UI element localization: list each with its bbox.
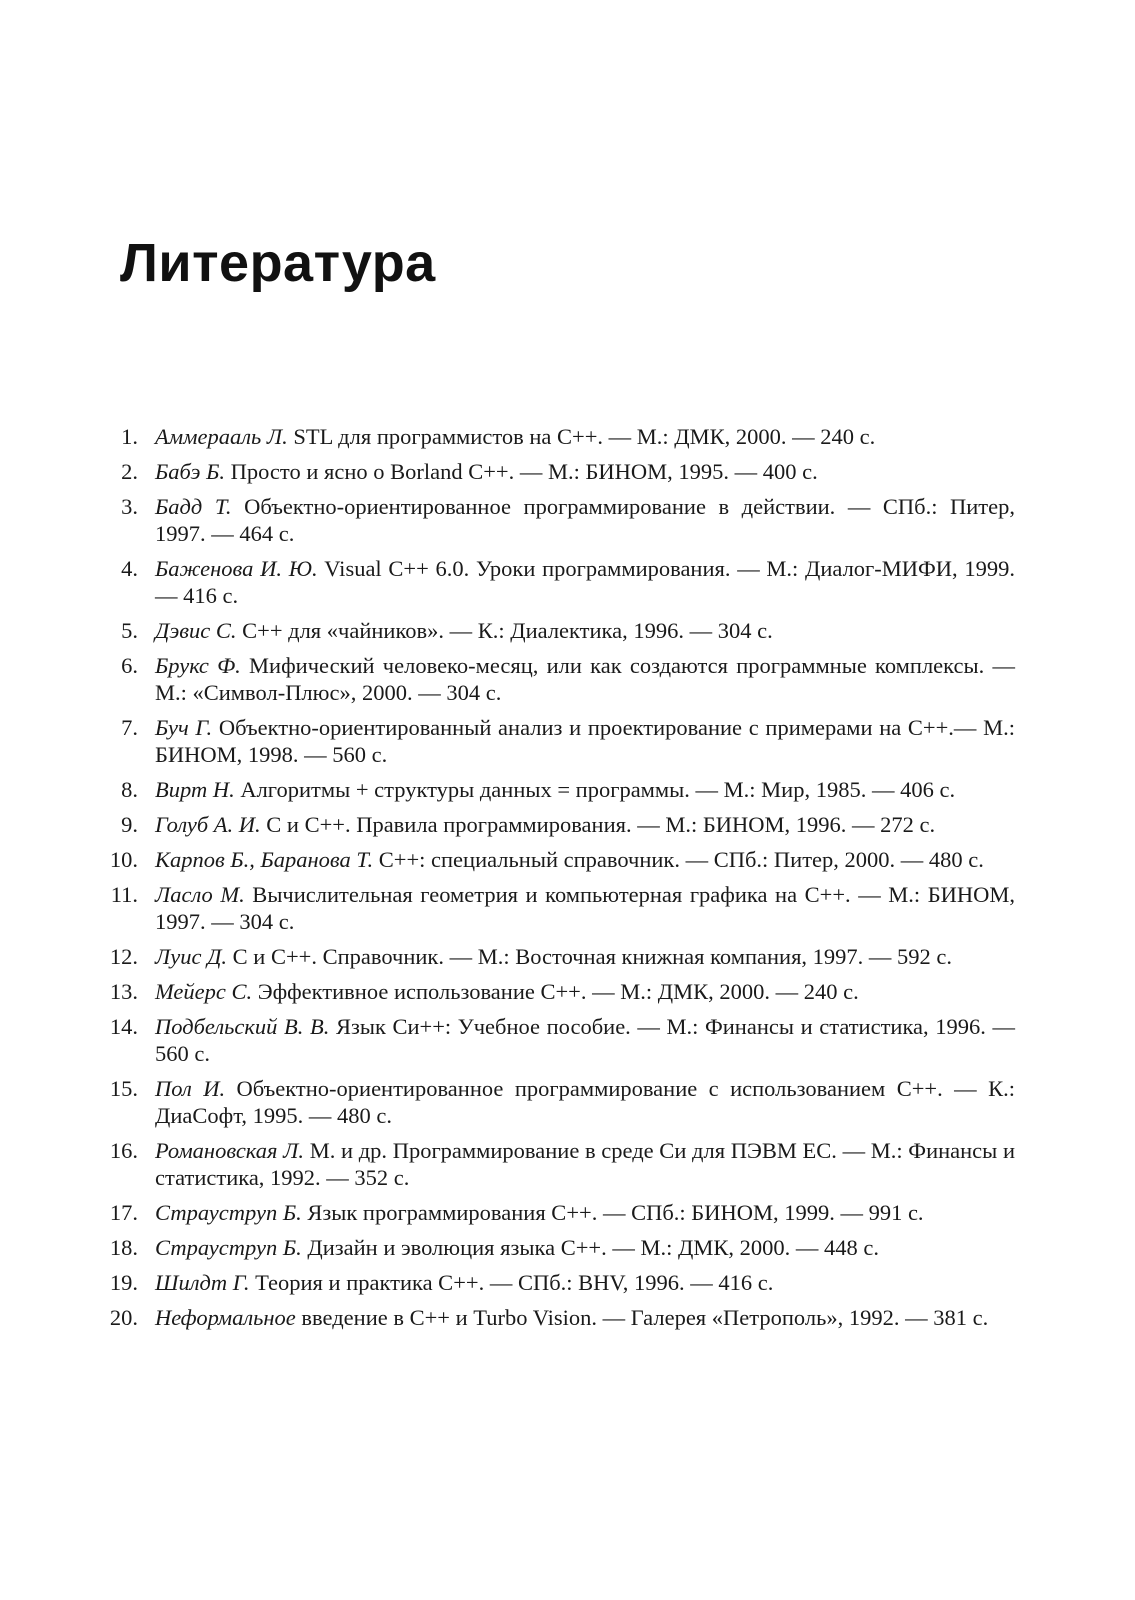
reference-text: С и C++. Правила программирования. — М.: БИНОМ, 1996. — 272 с. (260, 812, 936, 837)
reference-text: Мифический человеко-месяц, или как создаются программные комплексы. — М.: «Символ-Плюс», 2000. — 304 с. (155, 653, 1015, 705)
reference-item (100, 493, 1015, 547)
reference-text: Объектно-ориентированное программирование в действии. — СПб.: Питер, 1997. — 464 с. (155, 494, 1015, 546)
reference-item (100, 776, 1015, 803)
reference-author: Аммерааль Л. (155, 424, 288, 449)
reference-text: Язык программирования C++. — СПб.: БИНОМ, 1999. — 991 с. (301, 1200, 924, 1225)
reference-author: Шилдт Г. (155, 1270, 250, 1295)
reference-number: 6. (121, 653, 138, 678)
reference-item (100, 1269, 1015, 1296)
reference-list (100, 423, 1015, 1339)
reference-author: Бадд Т. (155, 494, 232, 519)
reference-number: 18. (109, 1235, 138, 1260)
reference-author: Ласло М. (155, 882, 245, 907)
reference-author: Голуб А. И. (155, 812, 261, 837)
reference-text: C++: специальный справочник. — СПб.: Питер, 2000. — 480 с. (373, 847, 984, 872)
reference-text: Теория и практика C++. — СПб.: BHV, 1996. — 416 с. (249, 1270, 774, 1295)
reference-author: Бабэ Б. (155, 459, 225, 484)
reference-item (100, 881, 1015, 935)
reference-author: Неформальное (155, 1305, 296, 1330)
reference-number: 17. (109, 1200, 138, 1225)
reference-text: Язык Си++: Учебное пособие. — М.: Финансы и статистика, 1996. — 560 с. (155, 1014, 1015, 1066)
reference-item (100, 458, 1015, 485)
reference-number: 11. (110, 882, 138, 907)
reference-item (100, 1234, 1015, 1261)
reference-text: C++ для «чайников». — К.: Диалектика, 1996. — 304 с. (236, 618, 773, 643)
reference-number: 20. (109, 1305, 138, 1330)
reference-number: 8. (121, 777, 138, 802)
reference-text: С и C++. Справочник. — М.: Восточная книжная компания, 1997. — 592 с. (227, 944, 953, 969)
reference-item (100, 1304, 1015, 1331)
reference-author: Вирт Н. (155, 777, 235, 802)
reference-number: 14. (109, 1014, 138, 1039)
reference-text: Объектно-ориентированный анализ и проектирование с примерами на C++.— М.: БИНОМ, 1998. — 560 с. (155, 715, 1016, 767)
reference-text: Объектно-ориентированное программирование с использованием C++. — К.: ДиаСофт, 1995. — 480 с. (155, 1076, 1015, 1128)
reference-number: 7. (121, 715, 138, 740)
reference-item (100, 652, 1015, 706)
reference-number: 10. (109, 847, 138, 872)
reference-text: Visual C++ 6.0. Уроки программирования. — М.: Диалог-МИФИ, 1999. — 416 с. (155, 556, 1016, 608)
reference-author: Карпов Б., Баранова Т. (155, 847, 374, 872)
reference-text: Дизайн и эволюция языка C++. — М.: ДМК, 2000. — 448 с. (301, 1235, 879, 1260)
reference-number: 13. (109, 979, 138, 1004)
reference-number: 1. (121, 424, 138, 449)
reference-item (100, 1199, 1015, 1226)
reference-number: 3. (121, 494, 138, 519)
reference-text: Алгоритмы + структуры данных = программы. — М.: Мир, 1985. — 406 с. (234, 777, 956, 802)
reference-item (100, 846, 1015, 873)
reference-author: Страуструп Б. (155, 1200, 302, 1225)
page-title: Литература (120, 233, 436, 293)
reference-number: 5. (121, 618, 138, 643)
reference-number: 2. (121, 459, 138, 484)
reference-author: Дэвис С. (155, 618, 237, 643)
reference-text: Просто и ясно о Borland C++. — М.: БИНОМ, 1995. — 400 с. (224, 459, 818, 484)
reference-author: Буч Г. (155, 715, 213, 740)
reference-text: Вычислительная геометрия и компьютерная графика на C++. — М.: БИНОМ, 1997. — 304 с. (155, 882, 1015, 934)
reference-number: 9. (121, 812, 138, 837)
reference-item (100, 1013, 1015, 1067)
reference-number: 19. (109, 1270, 138, 1295)
reference-item (100, 1137, 1015, 1191)
reference-item (100, 714, 1015, 768)
reference-text: STL для программистов на C++. — М.: ДМК, 2000. — 240 с. (287, 424, 876, 449)
reference-item (100, 943, 1015, 970)
reference-author: Страуструп Б. (155, 1235, 302, 1260)
reference-item (100, 811, 1015, 838)
reference-number: 15. (109, 1076, 138, 1101)
reference-author: Брукс Ф. (155, 653, 241, 678)
reference-author: Романовская Л. (155, 1138, 305, 1163)
reference-item (100, 423, 1015, 450)
reference-text: введение в C++ и Turbo Vision. — Галерея «Петрополь», 1992. — 381 с. (295, 1305, 989, 1330)
reference-item (100, 978, 1015, 1005)
reference-item (100, 555, 1015, 609)
reference-number: 16. (109, 1138, 138, 1163)
reference-author: Баженова И. Ю. (155, 556, 318, 581)
reference-item (100, 617, 1015, 644)
reference-text: М. и др. Программирование в среде Си для ПЭВМ ЕС. — М.: Финансы и статистика, 1992. — 352 с. (155, 1138, 1015, 1190)
reference-item (100, 1075, 1015, 1129)
reference-number: 4. (121, 556, 138, 581)
reference-author: Луис Д. (155, 944, 228, 969)
reference-author: Мейерс С. (155, 979, 253, 1004)
reference-author: Подбельский В. В. (155, 1014, 330, 1039)
reference-author: Пол И. (155, 1076, 226, 1101)
reference-text: Эффективное использование C++. — М.: ДМК, 2000. — 240 с. (252, 979, 859, 1004)
reference-number: 12. (109, 944, 138, 969)
